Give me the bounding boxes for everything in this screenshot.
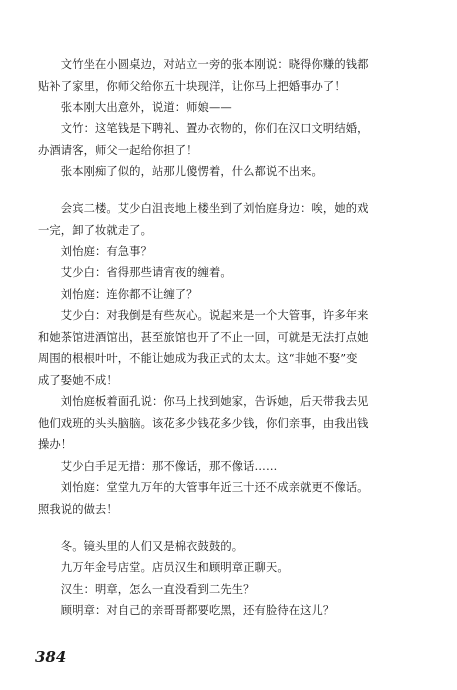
text-line: 刘怡庭：连你都不让缠了？: [38, 288, 198, 301]
paragraph: [38, 536, 243, 558]
text-line: 和她茶馆进酒馆出，甚至旅馆也开了不止一回，可就是无法打点她: [38, 330, 369, 344]
text-line: 周围的根根叶叶，不能让她成为我正式的太太。这“非她不娶”变: [38, 352, 358, 365]
text-line: 文竹：这笔钱是下聘礼、置办衣物的，你们在汉口文明结婚，: [38, 122, 369, 135]
text-line: 汉生：明章，怎么一直没看到二先生？: [38, 583, 255, 596]
text-line: 艾少白手足无措：那不像话，那不像话……: [38, 460, 278, 473]
page-number: 384: [35, 648, 67, 666]
paragraph: [38, 284, 198, 306]
paragraph: [38, 557, 289, 579]
paragraph: [38, 118, 369, 161]
text-line: 刘怡庭：堂堂九万年的大管事年近三十还不成亲就更不像话。: [38, 481, 369, 494]
paragraph: [38, 305, 369, 391]
text-line: 照我说的做去！: [38, 502, 118, 516]
paragraph: [38, 579, 255, 601]
text-line: 刘怡庭板着面孔说：你马上找到她家，告诉她，后天带我去见: [38, 395, 369, 408]
paragraph: [38, 477, 369, 520]
text-line: 一完，卸了妆就走了。: [38, 223, 152, 237]
text-line: 张本刚痴了似的，站那儿傻愣着，什么都说不出来。: [38, 165, 323, 178]
text-line: 艾少白：省得那些请宵夜的缠着。: [38, 266, 232, 279]
text-line: 操办！: [38, 438, 73, 451]
paragraph: [38, 54, 369, 97]
text-line: 张本刚大出意外，说道：师娘——: [38, 101, 232, 114]
paragraph: [38, 161, 323, 183]
text-line: 顾明章：对自己的亲哥哥都要吃黑，还有脸待在这儿？: [38, 604, 335, 617]
paragraph: [38, 262, 232, 284]
text-line: 会宾二楼。艾少白沮丧地上楼坐到了刘怡庭身边：唉，她的戏: [38, 202, 369, 215]
text-line: 九万年金号店堂。店员汉生和顾明章正聊天。: [38, 561, 289, 574]
text-line: 办酒请客，师父一起给你担了！: [38, 143, 198, 157]
paragraph: [38, 97, 232, 119]
text-line: 艾少白：对我倒是有些灰心。说起来是一个大管事，许多年来: [38, 309, 369, 322]
text-line: 刘怡庭：有急事？: [38, 245, 152, 258]
text-line: 成了娶她不成！: [38, 373, 118, 387]
paragraph: [38, 241, 152, 263]
text-line: 贴补了家里，你师父给你五十块现洋，让你马上把婚事办了！: [38, 79, 346, 93]
paragraph: [38, 198, 369, 241]
text-line: 冬。镜头里的人们又是棉衣鼓鼓的。: [38, 540, 244, 553]
paragraph: [38, 600, 334, 622]
paragraph: [38, 391, 369, 456]
text-line: 文竹坐在小圆桌边，对站立一旁的张本刚说：晓得你赚的钱都: [38, 58, 369, 71]
paragraph: [38, 456, 277, 478]
text-line: 他们戏班的头头脑脑。该花多少钱花多少钱，你们亲事，由我出钱: [38, 416, 369, 430]
